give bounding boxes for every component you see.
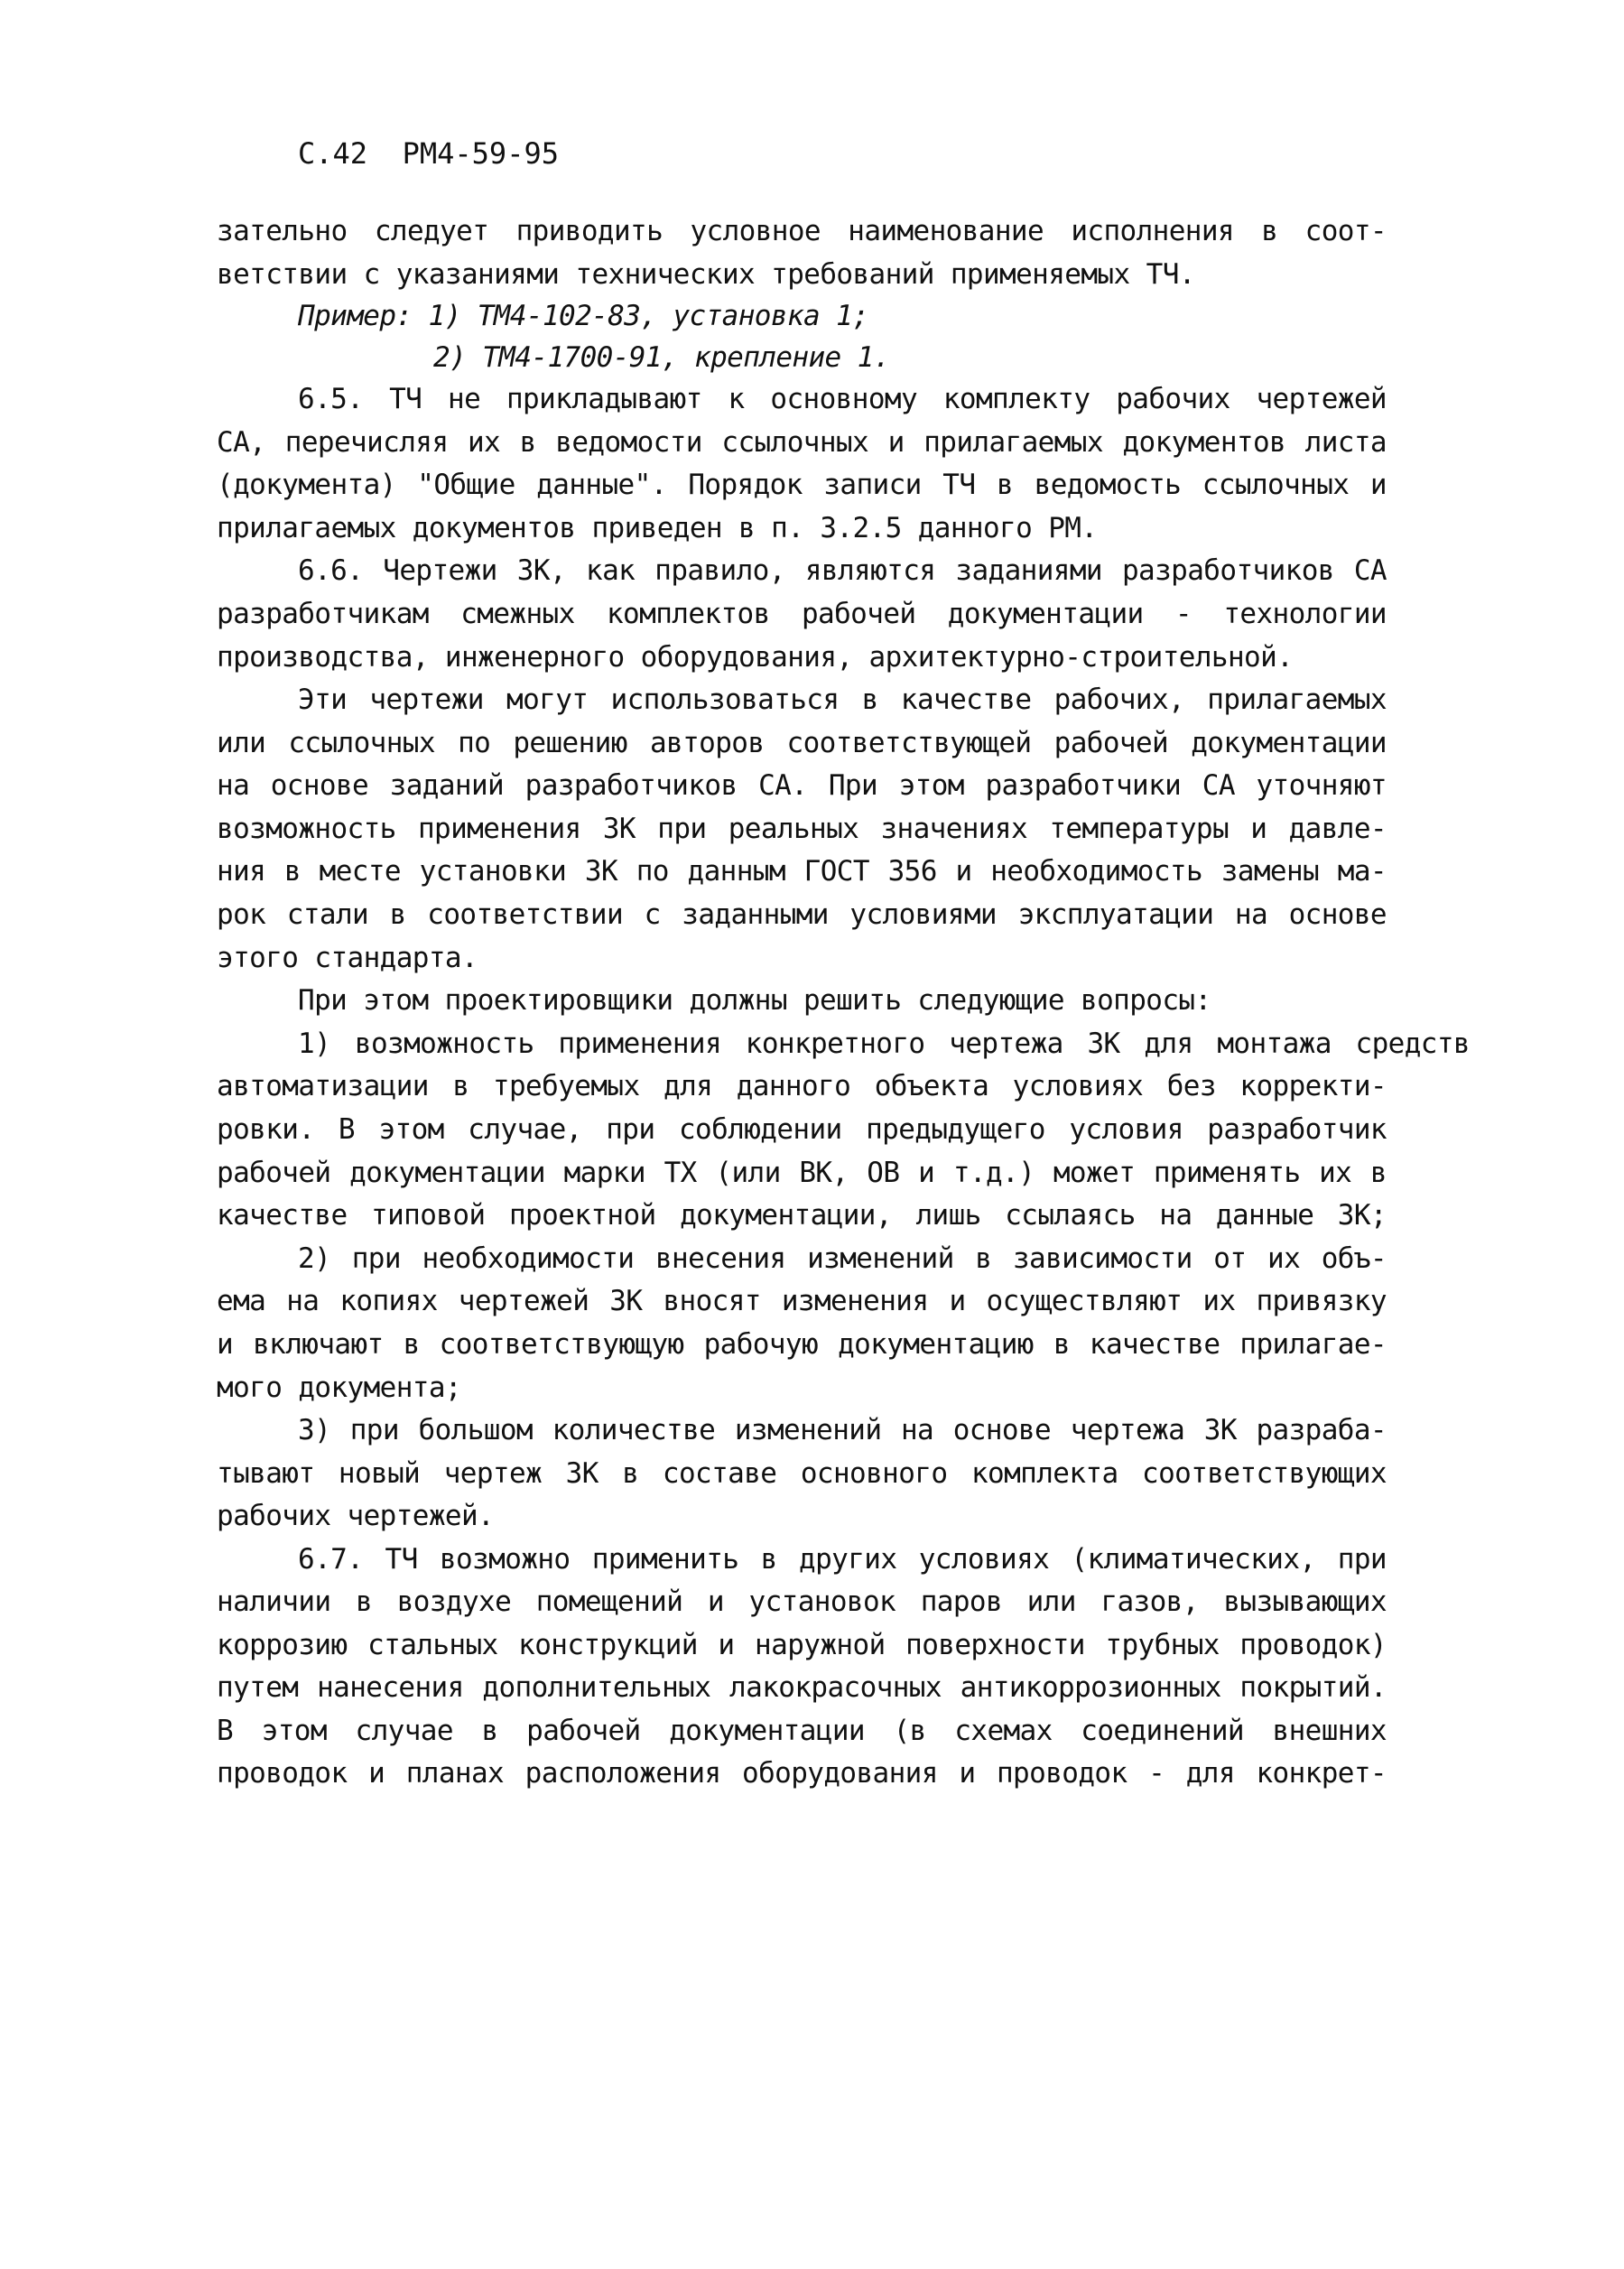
text-line: зательно следует приводить условное наименование исполнения в соот- xyxy=(217,215,1387,247)
text-line: прилагаемых документов приведен в п. 3.2.5 данного РМ. xyxy=(217,512,1098,544)
text-line: Пример: 1) ТМ4-102-83, установка 1; xyxy=(298,300,869,332)
page-header xyxy=(298,135,559,172)
document-code: РМ4-59-95 xyxy=(402,136,559,171)
text-line: проводок и планах расположения оборудования и проводок - для конкрет- xyxy=(217,1757,1387,1790)
text-line: автоматизации в требуемых для данного объекта условиях без корректи- xyxy=(217,1070,1387,1102)
text-line: 6.7. ТЧ возможно применить в других условиях (климатических, при xyxy=(298,1543,1387,1576)
text-line: 6.6. Чертежи ЗК, как правило, являются заданиями разработчиков СА xyxy=(298,554,1387,587)
text-line: Эти чертежи могут использоваться в качестве рабочих, прилагаемых xyxy=(298,683,1387,716)
text-line: 6.5. ТЧ не прикладывают к основному комплекту рабочих чертежей xyxy=(298,383,1387,415)
text-line: ния в месте установки ЗК по данным ГОСТ 356 и необходимость замены ма- xyxy=(217,855,1387,888)
text-line: СА, перечисляя их в ведомости ссылочных и прилагаемых документов листа xyxy=(217,426,1387,459)
text-line: коррозию стальных конструкций и наружной поверхности трубных проводок) xyxy=(217,1629,1387,1661)
text-line: 2) ТМ4-1700-91, крепление 1. xyxy=(433,341,890,374)
text-line: рок стали в соответствии с заданными условиями эксплуатации на основе xyxy=(217,898,1387,931)
text-line: ема на копиях чертежей ЗК вносят изменения и осуществляют их привязку xyxy=(217,1285,1387,1317)
text-line: рабочих чертежей. xyxy=(217,1500,495,1532)
text-line: производства, инженерного оборудования, архитектурно-строительной. xyxy=(217,641,1294,674)
text-line: рабочей документации марки ТХ (или ВК, ОВ и т.д.) может применять их в xyxy=(217,1157,1387,1189)
text-line: этого стандарта. xyxy=(217,942,478,974)
text-line: При этом проектировщики должны решить следующие вопросы: xyxy=(298,984,1211,1017)
text-line: тывают новый чертеж ЗК в составе основного комплекта соответствующих xyxy=(217,1457,1387,1490)
text-line: качестве типовой проектной документации, лишь ссылаясь на данные ЗК; xyxy=(217,1199,1387,1232)
page-number: С.42 xyxy=(298,136,368,171)
text-line: и включают в соответствующую рабочую документацию в качестве прилагае- xyxy=(217,1328,1387,1361)
text-line: возможность применения ЗК при реальных значениях температуры и давле- xyxy=(217,813,1387,845)
text-line: (документа) "Общие данные". Порядок записи ТЧ в ведомость ссылочных и xyxy=(217,469,1387,501)
text-line: на основе заданий разработчиков СА. При этом разработчики СА уточняют xyxy=(217,769,1387,802)
text-line: 1) возможность применения конкретного чертежа ЗК для монтажа средств xyxy=(298,1028,1470,1060)
text-line: ветствии с указаниями технических требований применяемых ТЧ. xyxy=(217,258,1195,291)
text-line: 3) при большом количестве изменений на основе чертежа ЗК разраба- xyxy=(298,1414,1387,1446)
text-line: разработчикам смежных комплектов рабочей документации - технологии xyxy=(217,598,1387,630)
text-line: 2) при необходимости внесения изменений в зависимости от их объ- xyxy=(298,1242,1387,1275)
text-line: ровки. В этом случае, при соблюдении предыдущего условия разработчик xyxy=(217,1113,1387,1146)
text-line: В этом случае в рабочей документации (в схемах соединений внешних xyxy=(217,1715,1387,1747)
text-line: или ссылочных по решению авторов соответствующей рабочей документации xyxy=(217,727,1387,759)
text-line: мого документа; xyxy=(217,1372,461,1404)
text-line: путем нанесения дополнительных лакокрасочных антикоррозионных покрытий. xyxy=(217,1671,1387,1704)
text-line: наличии в воздухе помещений и установок паров или газов, вызывающих xyxy=(217,1586,1387,1618)
